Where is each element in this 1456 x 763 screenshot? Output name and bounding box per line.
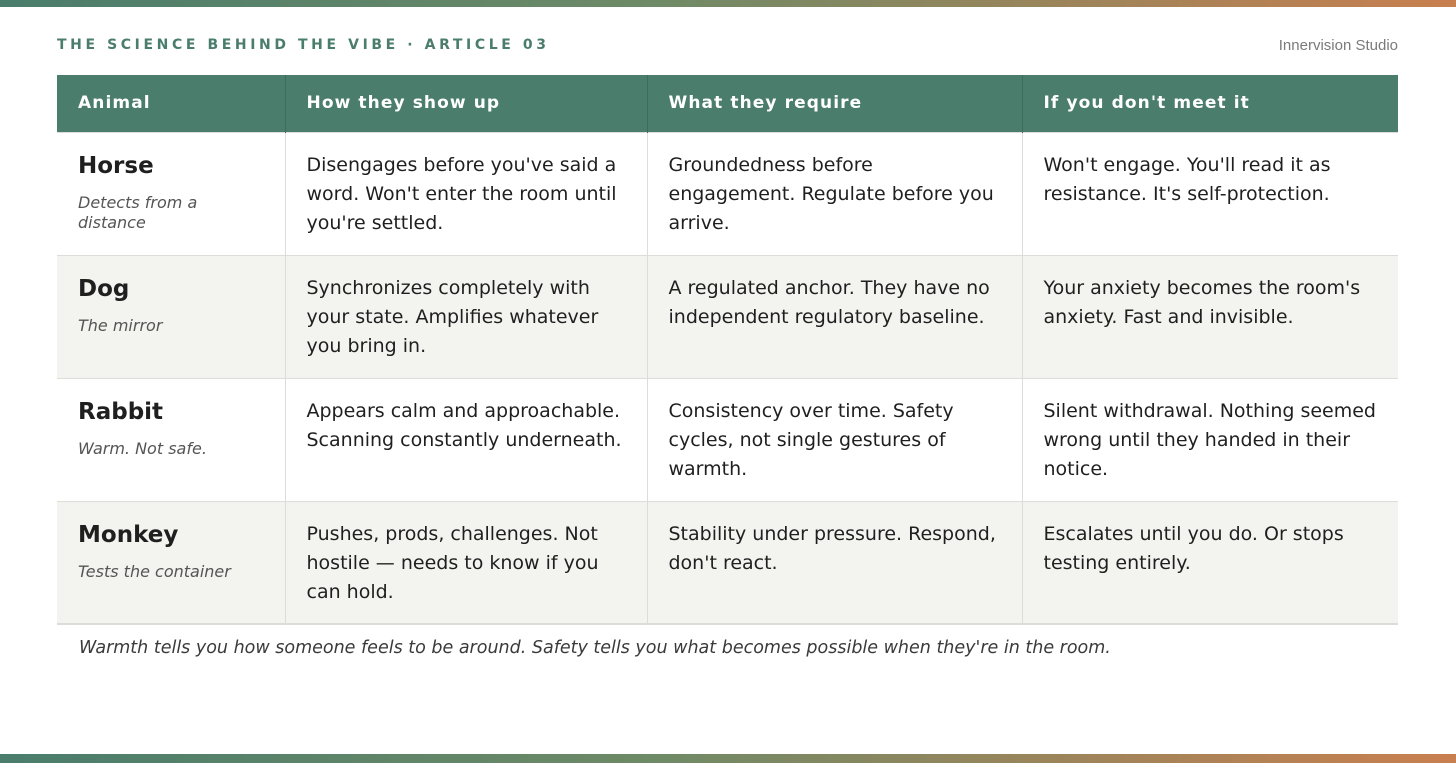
if-not-met-cell: Your anxiety becomes the room's anxiety. Fast and invisible.	[1022, 255, 1398, 378]
table-row-rabbit	[57, 378, 1398, 501]
animal-name: Rabbit	[78, 398, 164, 425]
table-footnote: Warmth tells you how someone feels to be around. Safety tells you what becomes possible when they're in the room.	[79, 638, 1111, 658]
show-up-cell: Appears calm and approachable. Scanning constantly underneath.	[285, 378, 647, 501]
animal-subtitle: The mirror	[78, 315, 163, 335]
animal-cell	[57, 501, 285, 624]
top-accent-bar	[0, 0, 1456, 7]
show-up-cell: Pushes, prods, challenges. Not hostile — needs to know if you can hold.	[285, 501, 647, 624]
table-row-horse	[57, 132, 1398, 255]
animal-subtitle: Warm. Not safe.	[78, 438, 207, 458]
header-row	[57, 75, 1398, 132]
column-header-animal: Animal	[57, 75, 285, 132]
animal-name: Monkey	[78, 521, 179, 548]
article-kicker: THE SCIENCE BEHIND THE VIBE · ARTICLE 03	[57, 37, 550, 53]
comparison-table	[57, 75, 1398, 625]
table-header	[57, 75, 1398, 132]
animal-subtitle: Detects from a distance	[78, 192, 198, 232]
require-cell: Consistency over time. Safety cycles, not single gestures of warmth.	[647, 378, 1022, 501]
animal-cell	[57, 378, 285, 501]
animal-name: Dog	[78, 275, 130, 302]
column-header-if-not-met: If you don't meet it	[1022, 75, 1398, 132]
show-up-cell: Disengages before you've said a word. Won't enter the room until you're settled.	[285, 132, 647, 255]
require-cell: A regulated anchor. They have no independent regulatory baseline.	[647, 255, 1022, 378]
bottom-accent-bar	[0, 754, 1456, 763]
table-body	[57, 132, 1398, 624]
table-row-monkey	[57, 501, 1398, 624]
column-header-require: What they require	[647, 75, 1022, 132]
if-not-met-cell: Escalates until you do. Or stops testing entirely.	[1022, 501, 1398, 624]
if-not-met-cell: Won't engage. You'll read it as resistance. It's self-protection.	[1022, 132, 1398, 255]
animal-cell	[57, 132, 285, 255]
animal-name: Horse	[78, 152, 154, 179]
animal-subtitle: Tests the container	[78, 561, 231, 581]
require-cell: Stability under pressure. Respond, don't react.	[647, 501, 1022, 624]
show-up-cell: Synchronizes completely with your state. Amplifies whatever you bring in.	[285, 255, 647, 378]
column-header-show-up: How they show up	[285, 75, 647, 132]
require-cell: Groundedness before engagement. Regulate before you arrive.	[647, 132, 1022, 255]
if-not-met-cell: Silent withdrawal. Nothing seemed wrong until they handed in their notice.	[1022, 378, 1398, 501]
animal-cell	[57, 255, 285, 378]
table-row-dog	[57, 255, 1398, 378]
brand-name: Innervision Studio	[1278, 37, 1398, 54]
